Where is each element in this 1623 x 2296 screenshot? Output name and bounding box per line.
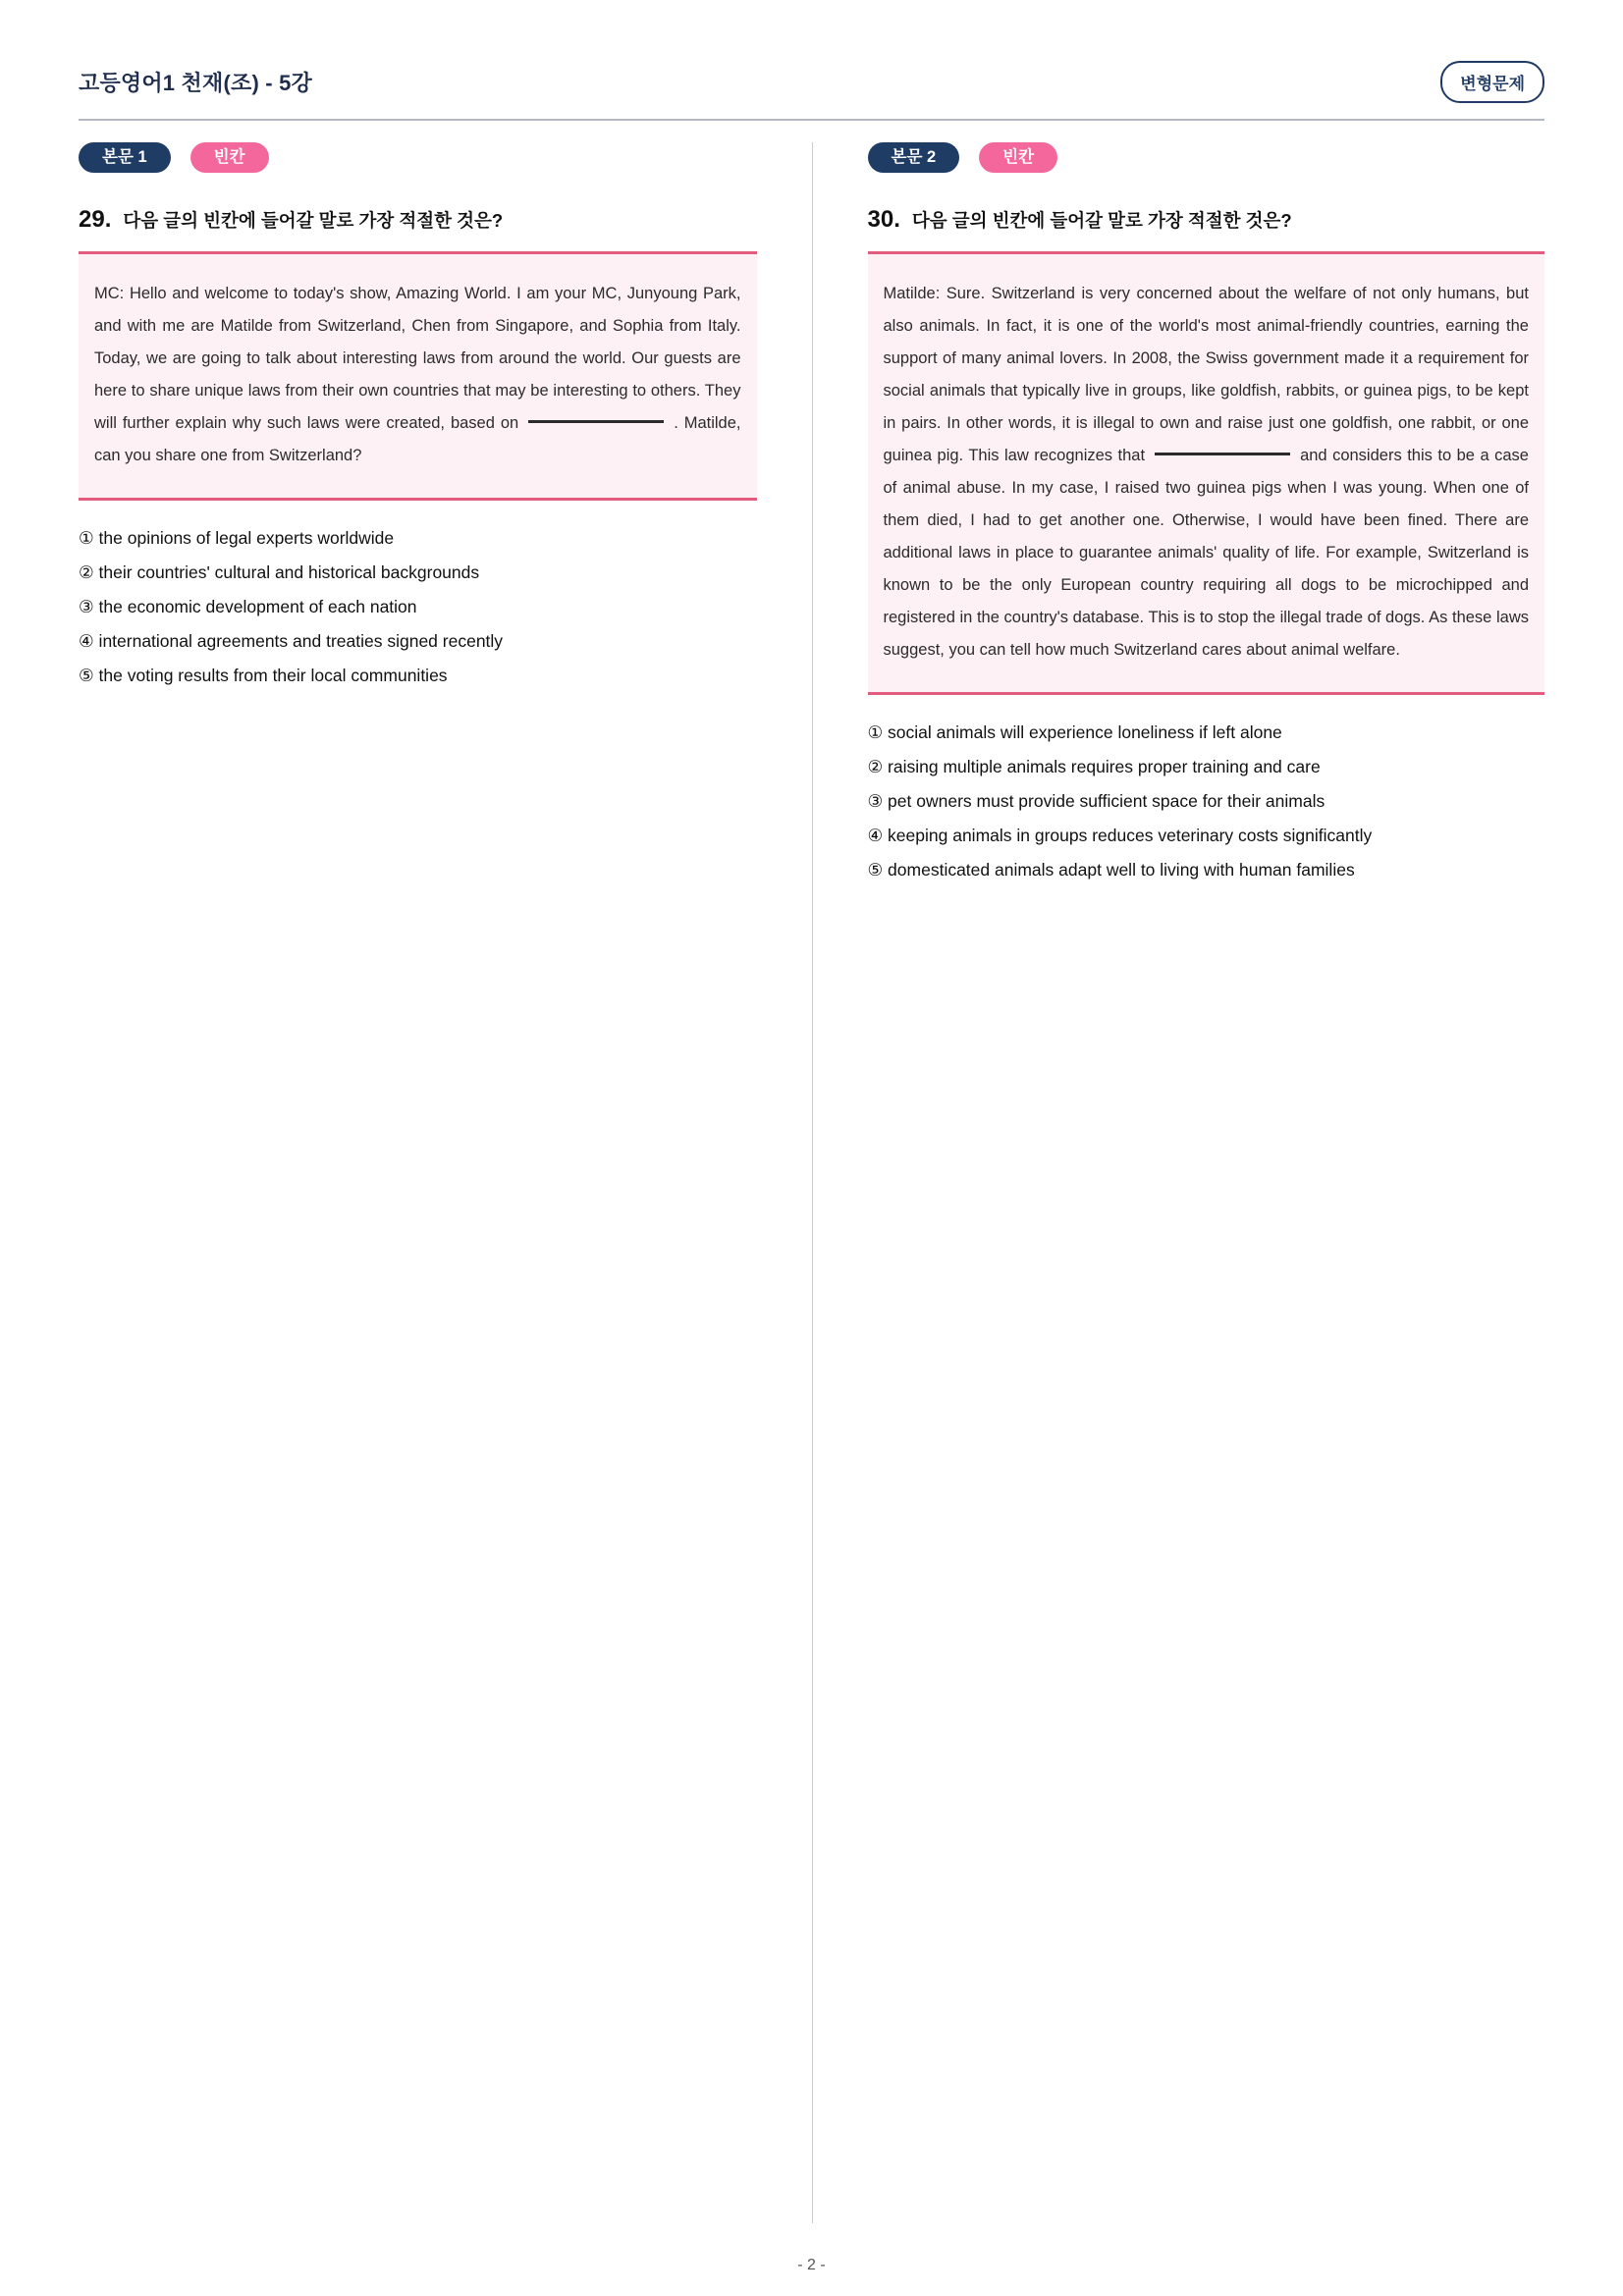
- question-29-section: [79, 142, 812, 2223]
- choice-30-3: ③ pet owners must provide sufficient space for their animals: [867, 790, 1325, 811]
- question-title-30: [868, 206, 1545, 234]
- choice-30-4: ④ keeping animals in groups reduces veterinary costs significantly: [867, 825, 1373, 845]
- question-text-30: 다음 글의 빈칸에 들어갈 말로 가장 적절한 것은?: [911, 209, 1292, 231]
- content-columns: [79, 142, 1544, 2223]
- question-title-29: [79, 206, 757, 234]
- choice-29-5: ⑤ the voting results from their local communities: [79, 666, 448, 686]
- passage-text-before-29: MC: Hello and welcome to today's show, Amazing World. I am your MC, Junyoung Park, and with me are Matilde from Switzerland, Chen from Singapore, and Sophia from Italy. Today, we are going to talk about interesting laws from around the world. Our guests are here to share unique laws from their own countries that may be interesting to others. They will further explain why such laws were created, based on: [94, 284, 741, 432]
- choice-29-4: ④ international agreements and treaties signed recently: [79, 630, 504, 651]
- tag-row-29: [79, 142, 757, 173]
- choice-29-1: ① the opinions of legal experts worldwide: [79, 527, 395, 548]
- tag-row-30: [868, 142, 1545, 173]
- choice-30-2: ② raising multiple animals requires proper training and care: [867, 756, 1321, 776]
- choice-list-30: [868, 721, 1545, 882]
- question-30-section: [812, 142, 1545, 2223]
- choice-29-3: ③ the economic development of each nation: [79, 596, 417, 616]
- page-header: [79, 61, 1544, 121]
- passage-box-30: [868, 251, 1545, 695]
- passage-box-29: [79, 251, 757, 501]
- worksheet-title: 고등영어1 천재(조) - 5강: [79, 71, 313, 95]
- source-tag-30: 본문 2: [868, 142, 960, 173]
- type-tag-29: 빈칸: [190, 142, 269, 173]
- question-number-30: 30.: [867, 205, 900, 233]
- passage-text-after-29: . Matilde, can you share one from Switzerland?: [94, 413, 741, 464]
- source-tag-29: 본문 1: [79, 142, 171, 173]
- choice-30-1: ① social animals will experience loneliness if left alone: [867, 721, 1282, 742]
- question-text-29: 다음 글의 빈칸에 들어갈 말로 가장 적절한 것은?: [123, 209, 504, 231]
- modified-question-badge: 변형문제: [1440, 61, 1544, 103]
- page-number: - 2 -: [797, 2257, 826, 2273]
- choice-list-29: [79, 526, 757, 688]
- choice-30-5: ⑤ domesticated animals adapt well to living with human families: [867, 860, 1355, 881]
- question-number-29: 29.: [79, 205, 112, 233]
- blank-line-30: [1155, 453, 1290, 455]
- passage-text-before-30: Matilde: Sure. Switzerland is very concerned about the welfare of not only humans, but also animals. In fact, it is one of the world's most animal-friendly countries, earning the support of many animal lovers. In 2008, the Swiss government made it a requirement for social animals that typically live in groups, like goldfish, rabbits, or guinea pigs, to be kept in pairs. In other words, it is illegal to own and raise just one goldfish, one rabbit, or one guinea pig. This law recognizes that: [883, 284, 1529, 464]
- blank-line-29: [528, 420, 664, 423]
- type-tag-30: 빈칸: [979, 142, 1057, 173]
- passage-text-after-30: and considers this to be a case of animal abuse. In my case, I raised two guinea pigs when I was young. When one of them died, I had to get another one. Otherwise, I would have been fined. There are additional laws in place to guarantee animals' quality of life. For example, Switzerland is known to be the only European country requiring all dogs to be microchipped and registered in the country's database. This is to stop the illegal trade of dogs. As these laws suggest, you can tell how much Switzerland cares about animal welfare.: [883, 446, 1529, 659]
- choice-29-2: ② their countries' cultural and historical backgrounds: [79, 561, 480, 582]
